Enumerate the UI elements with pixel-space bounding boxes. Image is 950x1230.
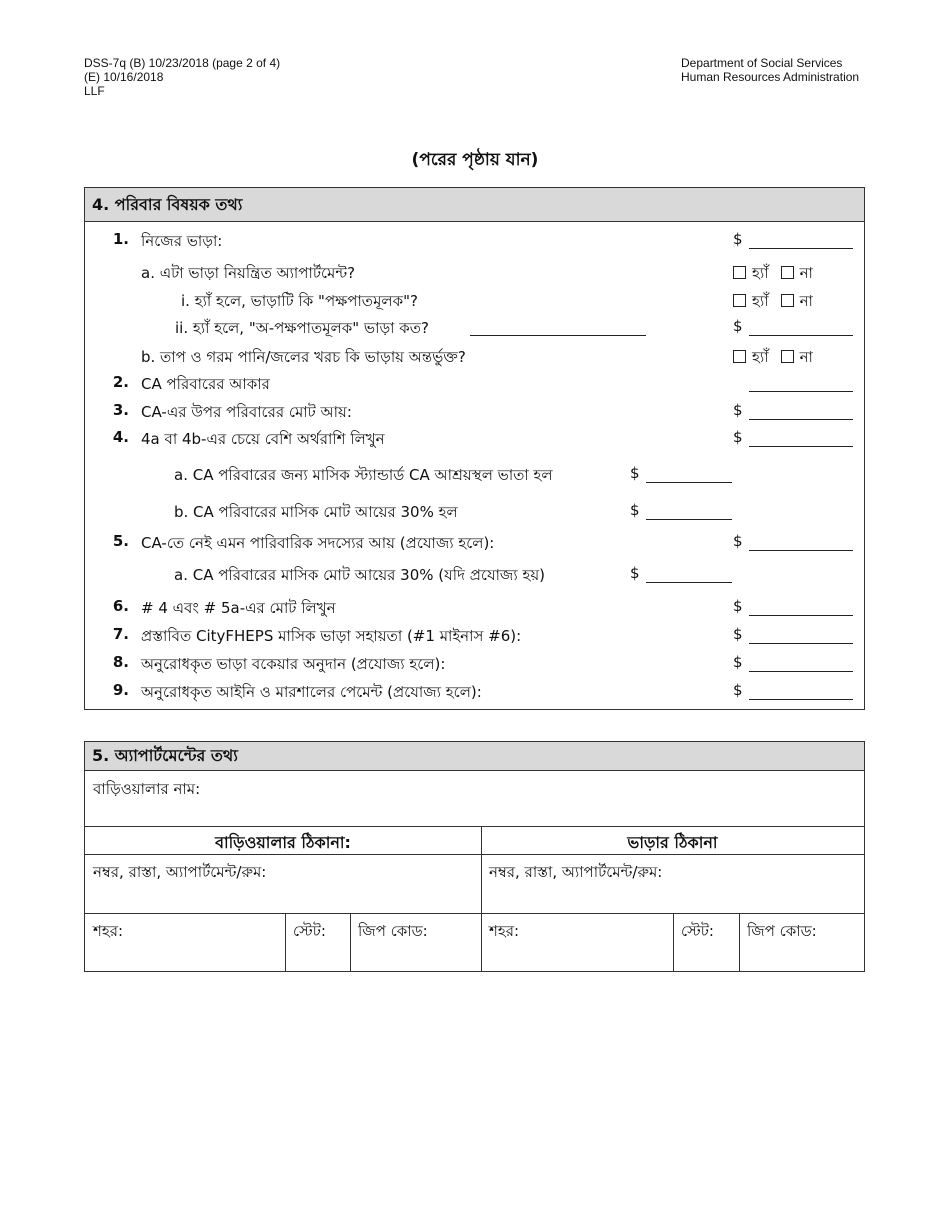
q4b-amount-field[interactable] [646, 519, 732, 520]
q5a-row [85, 564, 864, 588]
q1a-no-label: না [799, 264, 813, 282]
q5a-amount-field[interactable] [646, 582, 732, 583]
rental-city-field[interactable] [481, 913, 674, 971]
q9-number: 9. [112, 681, 129, 699]
q1a-yes-label: হ্যাঁ [752, 264, 769, 282]
q6-row [85, 597, 864, 621]
q3-amount-field[interactable] [749, 419, 853, 420]
q1a-yes-no [733, 262, 813, 287]
q1-label: নিজের ভাড়া: [141, 232, 223, 250]
q1a-yes-checkbox[interactable] [733, 266, 746, 279]
q9-label: অনুরোধকৃত আইনি ও মারশালের পেমেন্ট (প্রযোজ্য হলে): [141, 683, 482, 701]
q4-label: 4a বা 4b-এর চেয়ে বেশি অর্থরাশি লিখুন [141, 430, 385, 448]
agency-block [681, 56, 859, 84]
q7-currency: $ [733, 625, 743, 643]
rental-zip-field[interactable] [739, 913, 864, 971]
q1a-no-checkbox[interactable] [781, 266, 794, 279]
rental-state-label: স্টেট: [681, 922, 714, 940]
q4-row [85, 428, 864, 452]
q1ai-label: i. হ্যাঁ হলে, ভাড়াটি কি "পক্ষপাতমূলক"? [181, 292, 418, 310]
form-id: DSS-7q (B) 10/23/2018 (page 2 of 4) [84, 56, 281, 70]
q4-currency: $ [733, 428, 743, 446]
landlord-city-label: শহর: [93, 922, 124, 940]
section-5-title: 5. অ্যাপার্টমেন্টের তথ্য [85, 742, 864, 771]
continue-note: (পরের পৃষ্ঠায় যান) [411, 150, 539, 170]
q1aii-row [85, 317, 864, 341]
rental-street-label: নম্বর, রাস্তা, অ্যাপার্টমেন্ট/রুম: [489, 863, 663, 881]
q6-currency: $ [733, 597, 743, 615]
landlord-state-field[interactable] [285, 913, 351, 971]
q1-number: 1. [112, 230, 129, 248]
q1b-no-label: না [799, 348, 813, 366]
q9-amount-field[interactable] [749, 699, 853, 700]
landlord-city-field[interactable] [85, 913, 286, 971]
q1b-yes-no [733, 346, 813, 371]
q1ai-no-checkbox[interactable] [781, 294, 794, 307]
q5a-currency: $ [630, 564, 640, 582]
q1ai-row [85, 290, 864, 314]
q4b-label: b. CA পরিবারের মাসিক মোট আয়ের 30% হল [174, 503, 458, 521]
q2-size-field[interactable] [749, 391, 853, 392]
rental-zip-label: জিপ কোড: [747, 922, 817, 940]
q5-currency: $ [733, 532, 743, 550]
landlord-address-header: বাড়িওয়ালার ঠিকানা: [85, 826, 482, 855]
section-4-title: 4. পরিবার বিষয়ক তথ্য [85, 188, 864, 222]
q9-row [85, 681, 864, 705]
q8-number: 8. [112, 653, 129, 671]
q4b-currency: $ [630, 501, 640, 519]
q8-row [85, 653, 864, 677]
q1b-row [85, 346, 864, 370]
q3-row [85, 401, 864, 425]
landlord-name-field[interactable] [85, 771, 864, 827]
q1aii-currency: $ [733, 317, 743, 335]
q1b-no-checkbox[interactable] [781, 350, 794, 363]
q5-number: 5. [112, 532, 129, 550]
landlord-zip-field[interactable] [350, 913, 482, 971]
landlord-street-field[interactable] [85, 854, 482, 914]
q7-number: 7. [112, 625, 129, 643]
landlord-zip-label: জিপ কোড: [358, 922, 428, 940]
q4-number: 4. [112, 428, 129, 446]
rental-address-header: ভাড়ার ঠিকানা [481, 826, 864, 855]
q1aii-inline-field[interactable] [470, 335, 646, 336]
landlord-state-label: স্টেট: [293, 922, 326, 940]
q1aii-amount-field[interactable] [749, 335, 853, 336]
q1b-yes-checkbox[interactable] [733, 350, 746, 363]
agency-department: Department of Social Services [681, 56, 843, 70]
rental-city-label: শহর: [489, 922, 520, 940]
q7-label: প্রস্তাবিত CityFHEPS মাসিক ভাড়া সহায়তা (#1 মাইনাস #6): [141, 627, 522, 645]
q1-amount-field[interactable] [749, 248, 853, 249]
q2-row [85, 373, 864, 397]
q1ai-yes-label: হ্যাঁ [752, 292, 769, 310]
apartment-info-section [84, 741, 865, 972]
q7-amount-field[interactable] [749, 643, 853, 644]
q5-row [85, 532, 864, 556]
q5a-label: a. CA পরিবারের মাসিক মোট আয়ের 30% (যদি প্রযোজ্য হয়) [174, 566, 546, 584]
rental-street-field[interactable] [481, 854, 864, 914]
q3-currency: $ [733, 401, 743, 419]
q9-currency: $ [733, 681, 743, 699]
q6-label: # 4 এবং # 5a-এর মোট লিখুন [141, 599, 336, 617]
landlord-name-label: বাড়িওয়ালার নাম: [93, 780, 201, 798]
q4b-row [85, 501, 864, 525]
q1ai-yes-checkbox[interactable] [733, 294, 746, 307]
q8-label: অনুরোধকৃত ভাড়া বকেয়ার অনুদান (প্রযোজ্য হলে): [141, 655, 446, 673]
q3-label: CA-এর উপর পরিবারের মোট আয়: [141, 403, 352, 421]
q1aii-label: ii. হ্যাঁ হলে, "অ-পক্ষপাতমূলক" ভাড়া কত? [175, 319, 429, 337]
landlord-street-label: নম্বর, রাস্তা, অ্যাপার্টমেন্ট/রুম: [93, 863, 267, 881]
form-english-date: (E) 10/16/2018 [84, 70, 164, 84]
household-info-section [84, 187, 865, 710]
q1-currency: $ [733, 230, 743, 248]
q5-amount-field[interactable] [749, 550, 853, 551]
q2-number: 2. [112, 373, 129, 391]
form-language-code: LLF [84, 84, 105, 98]
q5-label: CA-তে নেই এমন পারিবারিক সদস্যের আয় (প্রযোজ্য হলে): [141, 534, 495, 552]
q8-amount-field[interactable] [749, 671, 853, 672]
q1b-yes-label: হ্যাঁ [752, 348, 769, 366]
q3-number: 3. [112, 401, 129, 419]
q1a-label: a. এটা ভাড়া নিয়ন্ত্রিত অ্যাপার্টমেন্ট? [141, 264, 356, 282]
q1-row [85, 230, 864, 254]
form-id-block [84, 56, 280, 98]
q1ai-yes-no [733, 290, 813, 315]
q4-amount-field[interactable] [749, 446, 853, 447]
q4a-row [85, 464, 864, 488]
q8-currency: $ [733, 653, 743, 671]
q4a-currency: $ [630, 464, 640, 482]
q4a-amount-field[interactable] [646, 482, 732, 483]
q4a-label: a. CA পরিবারের জন্য মাসিক স্ট্যান্ডার্ড CA আশ্রয়স্থল ভাতা হল [174, 466, 553, 484]
q1a-row [85, 262, 864, 286]
q2-label: CA পরিবারের আকার [141, 375, 270, 393]
q7-row [85, 625, 864, 649]
agency-administration: Human Resources Administration [681, 70, 860, 84]
q6-number: 6. [112, 597, 129, 615]
q1ai-no-label: না [799, 292, 813, 310]
rental-state-field[interactable] [673, 913, 740, 971]
q6-amount-field[interactable] [749, 615, 853, 616]
q1b-label: b. তাপ ও গরম পানি/জলের খরচ কি ভাড়ায় অন্তর্ভুক্ত? [141, 348, 466, 366]
